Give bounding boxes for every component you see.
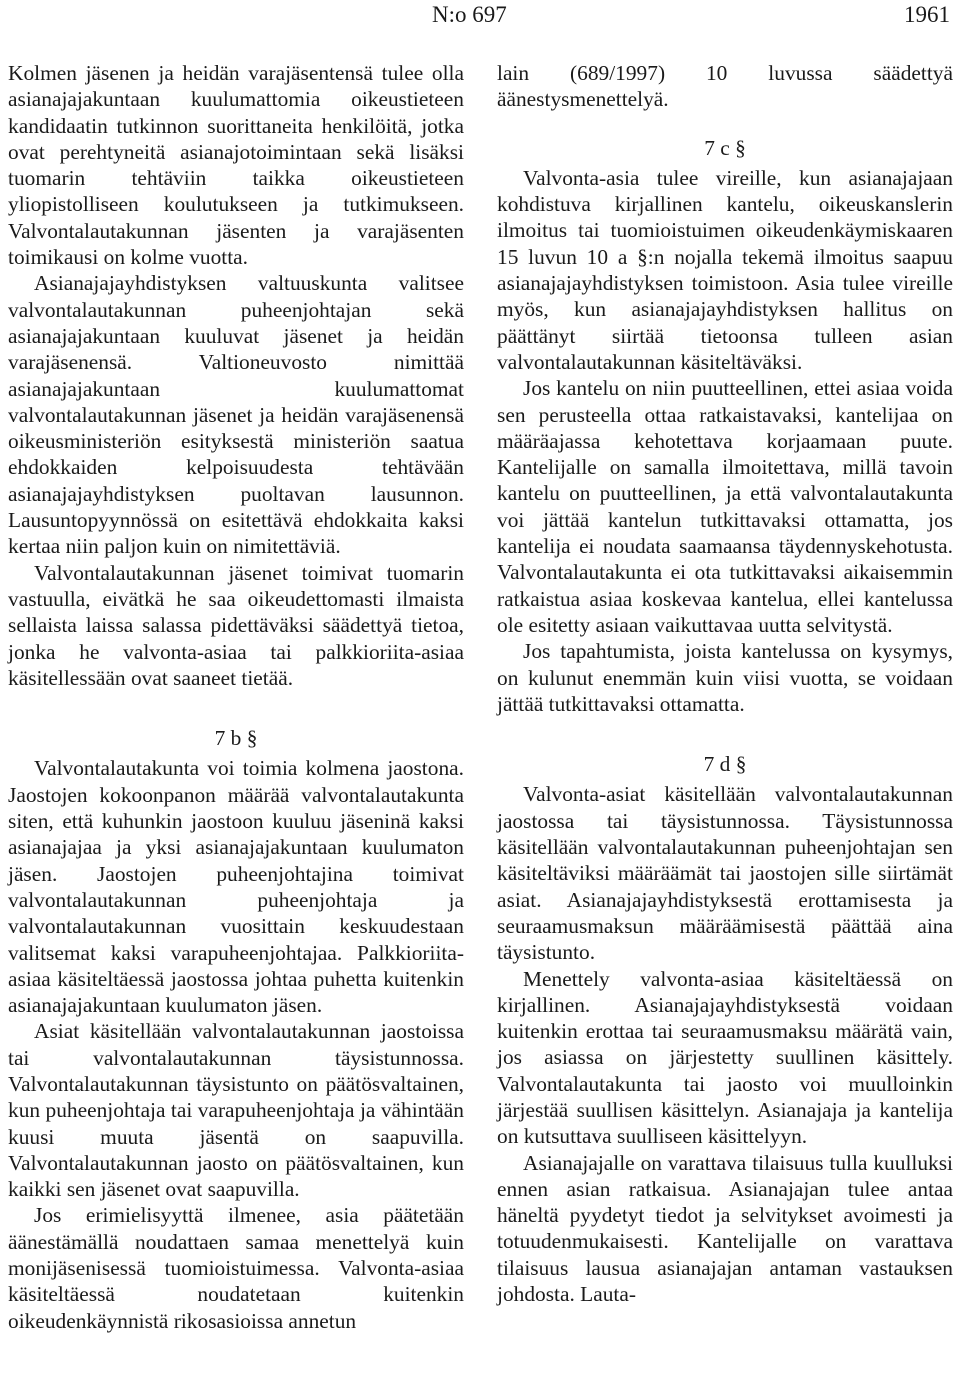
paragraph: Jos tapahtumista, joista kantelussa on kysymys, on kulunut enemmän kuin viisi vuotta, se voidaan jättää tutkittavaksi ottamatta.	[497, 639, 953, 716]
section-heading-7d: 7 d §	[703, 752, 747, 777]
left-column	[8, 60, 464, 1334]
paragraph: Jos erimielisyyttä ilmenee, asia päätetään äänestämällä noudattaen samaa menettelyä kuin monijäsenisessä tuomioistuimessa. Valvonta-asiaa käsiteltäessä noudatetaan kuitenkin oikeudenkäynnistä rikosasioissa annetun	[8, 1203, 464, 1333]
paragraph: Valvontalautakunnan jäsenet toimivat tuomarin vastuulla, eivätkä he saa oikeudettomasti ilmaista sellaista laissa salassa pidettäväksi säädettyä tietoa, jonka he valvonta-asiaa tai palkkioriita-asiaa käsitellessään ovat saaneet tietää.	[8, 560, 464, 690]
paragraph: Kolmen jäsenen ja heidän varajäsentensä tulee olla asianajajakuntaan kuulumattomia oikeustieteen kandidaatin tutkinnon suorittaneita henkilöitä, jotka ovat perehtyneitä asianajotoimintaan sekä lisäksi tuomarin tehtäviin taikka oikeustieteen yliopistolliseen koulutukseen ja tutkimukseen. Valvontalautakunnan jäsenten ja varajäsenten toimikausi on kolme vuotta.	[8, 61, 464, 270]
paragraph: Valvonta-asia tulee vireille, kun asianajajaan kohdistuva kirjallinen kantelu, oikeuskanslerin ilmoitus tai tuomioistuimen oikeudenkäymiskaaren 15 luvun 10 a §:n nojalla tekemä ilmoitus saapuu asianajajayhdistyksen toimistoon. Asia tulee vireille myös, kun asianajajayhdistyksen hallitus on päättänyt siirtää tietoonsa tulleen asian valvontalautakunnan käsiteltäväksi.	[497, 165, 953, 374]
paragraph: Valvonta-asiat käsitellään valvontalautakunnan jaostossa tai täysistunnossa. Täysistunnossa käsitellään valvontalautakunnan puheenjohtajan sen käsiteltäviksi määräämät tai jaostojen sille siirtämät asiat. Asianajajayhdistyksestä erottamisesta ja seuraamusmaksun määräämisestä päättää aina täysistunto.	[497, 782, 953, 965]
paragraph: Jos kantelu on niin puutteellinen, ettei asiaa voida sen perusteella ottaa ratkaistavaksi, kantelijaa on määräajassa kehotettava korjaamaan puute. Kantelijalle on samalla ilmoitettava, millä tavoin kantelu on puutteellinen, ja että valvontalautakunta voi jättää kantelun tutkittavaksi ottamatta, jos kantelija ei noudata saamaansa täydennyskehotusta. Valvontalautakunta ei ota tutkittavaksi aikaisemmin ratkaistua asiaa koskevaa kantelua, ellei kantelussa ole esitetty asiaan vaikuttavaa uutta selvitystä.	[497, 376, 953, 637]
page-number: 1961	[904, 2, 950, 27]
paragraph: Asianajajayhdistyksen valtuuskunta valitsee valvontalautakunnan puheenjohtajan sekä asianajajakuntaan kuuluvat jäsenet ja heidän varajäsenensä. Valtioneuvosto nimittää asianajajakuntaan kuulumattomat valvontalautakunnan jäsenet ja heidän varajäsenensä oikeusministeriön esityksestä ministeriön saatua ehdokkaiden kelpoisuudesta tehtävään asianajajayhdistyksen puoltavan lausunnon. Lausuntopyynnössä on esitettävä ehdokkaita kaksi kertaa niin paljon kuin on nimitettäviä.	[8, 271, 464, 559]
paragraph: Valvontalautakunta voi toimia kolmena jaostona. Jaostojen kokoonpanon määrää valvontalautakunta siten, että kuhunkin jaostoon kuuluu jäseninä kaksi asianajajaa ja yksi asianajajakuntaan kuulumaton jäsen. Jaostojen puheenjohtajina toimivat valvontalautakunnan puheenjohtaja ja valvontalautakunnan vuosittain keskuudestaan valitsemat kaksi varapuheenjohtajaa. Palkkioriita-asiaa käsiteltäessä jaostossa johtaa puhetta kuitenkin asianajajakuntaan kuulumaton jäsen.	[8, 756, 464, 1018]
paragraph: Asianajajalle on varattava tilaisuus tulla kuulluksi ennen asian ratkaisua. Asianajajan tulee antaa häneltä pyydetyt tiedot ja selvitykset avoimesti ja totuudenmukaisesti. Kantelijalle on varattava tilaisuus lausua asianajajan antaman vastauksen johdosta. Lauta-	[497, 1150, 953, 1307]
paragraph: Menettely valvonta-asiaa käsiteltäessä on kirjallinen. Asianajajayhdistyksestä voidaan kuitenkin erottaa tai seuraamusmaksu määrätä vain, jos asiassa on järjestetty suullinen käsittely. Valvontalautakunta tai jaosto voi muulloinkin järjestää suullisen käsittelyn. Asianajaja ja kantelija on kutsuttava suulliseen käsittelyyn.	[497, 966, 953, 1149]
paragraph: Asiat käsitellään valvontalautakunnan jaostoissa tai valvontalautakunnan täysistunnossa. Valvontalautakunnan täysistunto on päätösvaltainen, kun puheenjohtaja tai varapuheenjohtaja ja vähintään kuusi muuta jäsentä on saapuvilla. Valvontalautakunnan jaosto on päätösvaltainen, kun kaikki sen jäsenet ovat saapuvilla.	[8, 1019, 464, 1202]
paragraph-continuation: lain (689/1997) 10 luvussa säädettyä äänestysmenettelyä.	[497, 61, 953, 112]
section-heading-7b: 7 b §	[214, 726, 258, 751]
section-heading-7c: 7 c §	[704, 135, 746, 160]
statute-number: N:o 697	[432, 2, 507, 27]
page-header	[0, 0, 960, 34]
right-column	[497, 60, 953, 1307]
